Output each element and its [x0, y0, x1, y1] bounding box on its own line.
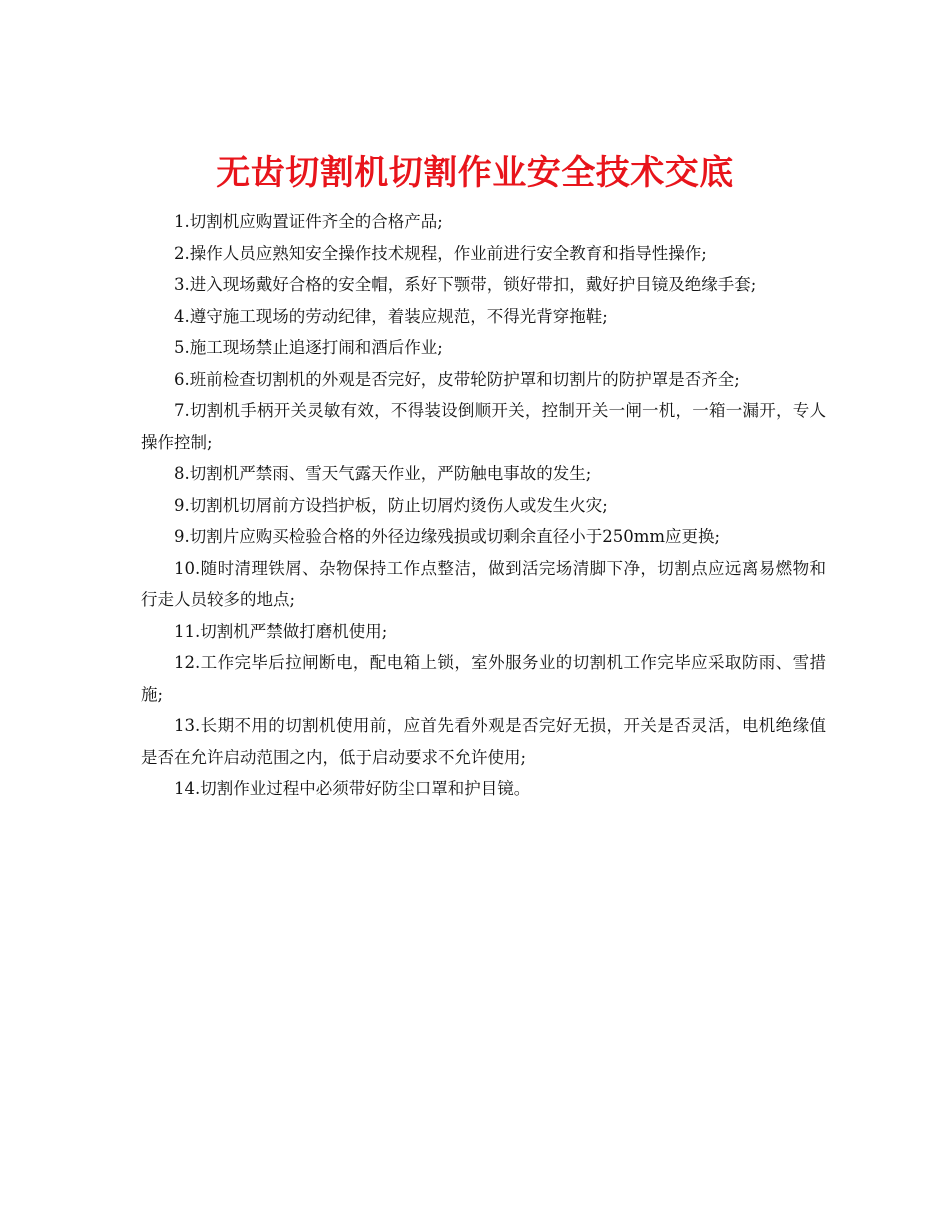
paragraph-9b: 9.切割片应购买检验合格的外径边缘残损或切剩余直径小于250mm应更换; — [174, 527, 721, 546]
document-title: 无齿切割机切割作业安全技术交底 — [216, 152, 734, 193]
paragraph-2: 2.操作人员应熟知安全操作技术规程，作业前进行安全教育和指导性操作; — [174, 243, 707, 263]
paragraph-12: 12.工作完毕后拉闸断电，配电箱上锁，室外服务业的切割机工作完毕应采取防雨、雪措施; — [141, 653, 826, 704]
paragraph-5: 5.施工现场禁止追逐打闹和酒后作业; — [174, 338, 443, 357]
paragraph-14: 14.切割作业过程中必须带好防尘口罩和护目镜。 — [174, 779, 531, 798]
paragraph-6: 6.班前检查切割机的外观是否完好，皮带轮防护罩和切割片的防护罩是否齐全; — [174, 369, 740, 389]
paragraph-13: 13.长期不用的切割机使用前，应首先看外观是否完好无损，开关是否灵活，电机绝缘值是否在允许启动范围之内，低于启动要求不允许使用; — [141, 716, 826, 767]
paragraph-10: 10.随时清理铁屑、杂物保持工作点整洁，做到活完场清脚下净，切割点应远离易燃物和行走人员较多的地点; — [141, 558, 826, 609]
paragraph-7: 7.切割机手柄开关灵敏有效，不得装设倒顺开关，控制开关一闸一机，一箱一漏开，专人操作控制; — [141, 401, 826, 452]
paragraph-1: 1.切割机应购置证件齐全的合格产品; — [174, 212, 443, 231]
document-body — [141, 206, 826, 805]
paragraph-9: 9.切割机切屑前方设挡护板，防止切屑灼烫伤人或发生火灾; — [174, 495, 608, 515]
paragraph-4: 4.遵守施工现场的劳动纪律，着装应规范，不得光背穿拖鞋; — [174, 306, 608, 326]
paragraph-11: 11.切割机严禁做打磨机使用; — [174, 621, 388, 641]
paragraph-3: 3.进入现场戴好合格的安全帽，系好下颚带，锁好带扣，戴好护目镜及绝缘手套; — [174, 275, 757, 294]
paragraph-8: 8.切割机严禁雨、雪天气露天作业，严防触电事故的发生; — [174, 464, 592, 483]
